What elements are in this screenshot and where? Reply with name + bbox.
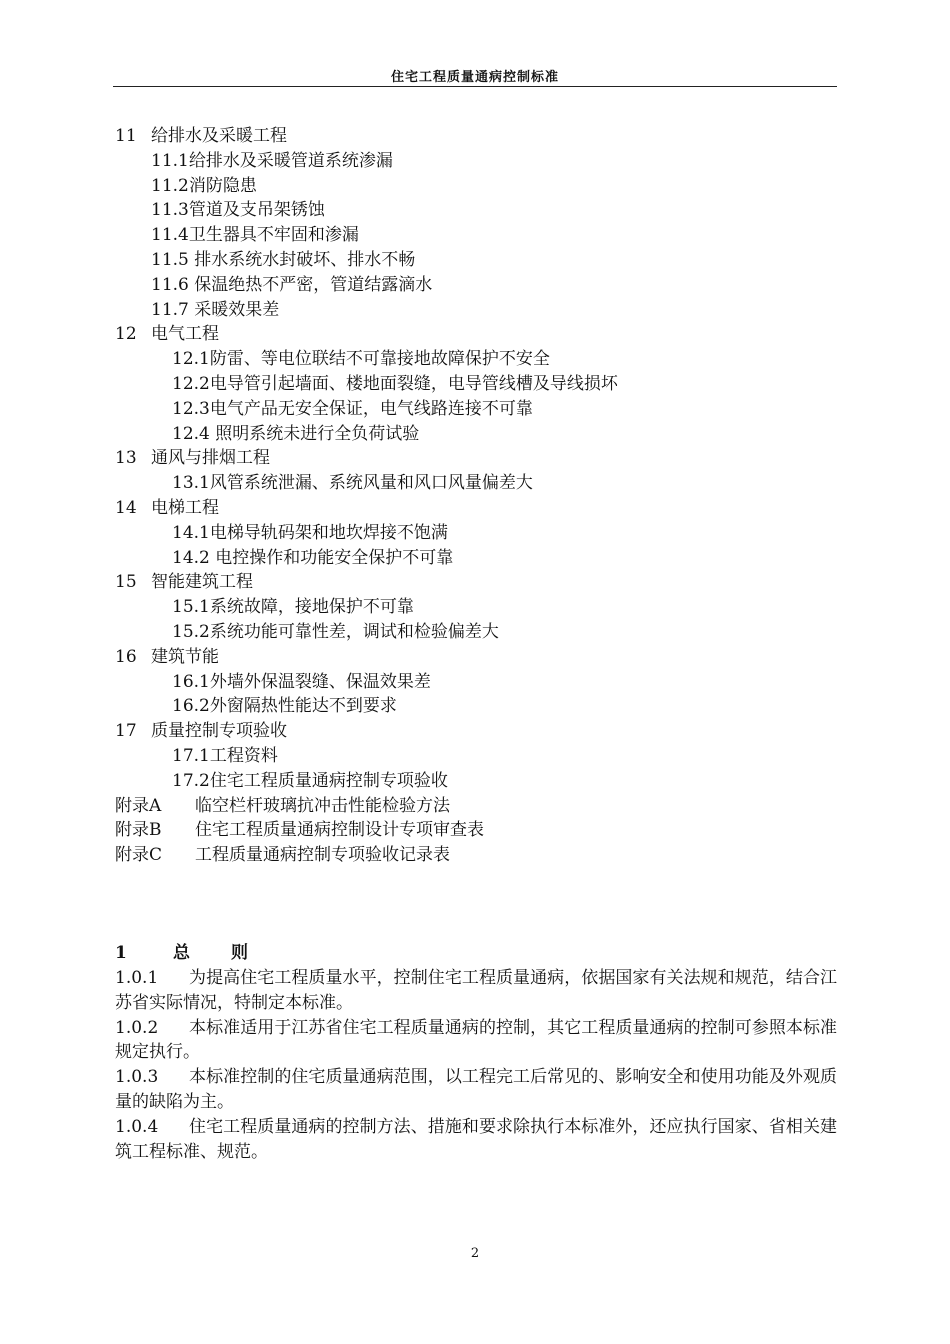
toc-item-text: 16.1外墙外保温裂缝、保温效果差 xyxy=(172,671,431,692)
toc-item xyxy=(115,422,835,447)
toc-item-text: 13.1风管系统泄漏、系统风量和风口风量偏差大 xyxy=(172,473,533,494)
toc-item-text: 17.2住宅工程质量通病控制专项验收 xyxy=(172,770,448,791)
toc-item xyxy=(115,843,835,868)
toc-item-number: 11 xyxy=(115,126,137,146)
toc-item-text: 通风与排烟工程 xyxy=(151,448,270,469)
toc-item xyxy=(115,446,835,471)
toc-item-number: 14 xyxy=(115,497,137,518)
toc-item-text: 11.1给排水及采暖管道系统渗漏 xyxy=(151,150,393,171)
section-body xyxy=(115,940,837,1164)
clause-paragraph xyxy=(115,1065,837,1115)
clause-number: 1.0.2 xyxy=(115,1017,159,1038)
clause-number: 1.0.4 xyxy=(115,1116,159,1137)
toc-item xyxy=(115,744,835,769)
toc-item-text: 15.2系统功能可靠性差，调试和检验偏差大 xyxy=(172,621,499,642)
toc-item-number: 17 xyxy=(115,721,137,742)
section-title-char-2: 则 xyxy=(231,943,248,963)
toc-item xyxy=(115,546,835,571)
toc-item xyxy=(115,198,835,223)
section-title-char-1: 总 xyxy=(173,943,190,963)
toc-item-text: 12.2电导管引起墙面、楼地面裂缝，电导管线槽及导线损坏 xyxy=(172,373,618,394)
toc-item-text: 建筑节能 xyxy=(151,646,219,667)
toc-item-text: 11.4卫生器具不牢固和渗漏 xyxy=(151,225,359,246)
toc-item xyxy=(115,496,835,521)
toc-item xyxy=(115,670,835,695)
page-header-title: 住宅工程质量通病控制标准 xyxy=(390,70,559,85)
toc-item-text: 17.1工程资料 xyxy=(172,745,278,766)
toc-item-text: 11.5 排水系统水封破坏、排水不畅 xyxy=(151,249,416,270)
clause-number: 1.0.3 xyxy=(115,1067,159,1088)
toc-item-number: 16 xyxy=(115,646,137,667)
toc-item-text: 11.2消防隐患 xyxy=(151,175,257,196)
toc-item-text: 临空栏杆玻璃抗冲击性能检验方法 xyxy=(195,795,450,816)
clause-text: 本标准控制的住宅质量通病范围，以工程完工后常见的、影响安全和使用功能及外观质量的缺陷为主。 xyxy=(115,1067,837,1112)
clause-text: 住宅工程质量通病的控制方法、措施和要求除执行本标准外，还应执行国家、省相关建筑工程标准、规范。 xyxy=(115,1116,837,1162)
toc-item xyxy=(115,322,835,347)
toc-item xyxy=(115,248,835,273)
clause-text: 为提高住宅工程质量水平，控制住宅工程质量通病，依据国家有关法规和规范，结合江苏省实际情况，特制定本标准。 xyxy=(115,968,837,1013)
toc-item-text: 电梯工程 xyxy=(151,497,219,518)
toc-item xyxy=(115,298,835,323)
toc-item-number: 附录B xyxy=(115,820,162,841)
toc-item xyxy=(115,769,835,794)
toc-item-number: 13 xyxy=(115,448,137,469)
toc-item xyxy=(115,174,835,199)
clause-paragraph xyxy=(115,966,837,1016)
header-rule xyxy=(113,86,837,87)
toc-item-text: 工程质量通病控制专项验收记录表 xyxy=(195,845,450,866)
toc-item xyxy=(115,273,835,298)
section-number: 1 xyxy=(115,943,127,963)
toc-item xyxy=(115,595,835,620)
toc-item xyxy=(115,570,835,595)
toc-item-text: 住宅工程质量通病控制设计专项审查表 xyxy=(195,820,484,841)
toc-item xyxy=(115,620,835,645)
clause-paragraph xyxy=(115,1115,837,1165)
toc-item xyxy=(115,719,835,744)
toc-item-text: 电气工程 xyxy=(151,324,219,345)
clause-number: 1.0.1 xyxy=(115,968,159,988)
section-title xyxy=(115,940,837,966)
page-number: 2 xyxy=(470,1246,480,1261)
toc-item xyxy=(115,521,835,546)
toc-item-text: 11.3管道及支吊架锈蚀 xyxy=(151,200,325,221)
toc-item xyxy=(115,124,835,149)
section-paragraphs xyxy=(115,966,837,1164)
toc-item-number: 12 xyxy=(115,324,137,345)
toc-item-number: 15 xyxy=(115,572,137,593)
toc-item xyxy=(115,397,835,422)
toc-item-text: 16.2外窗隔热性能达不到要求 xyxy=(172,696,397,717)
toc-item-text: 14.1电梯导轨码架和地坎焊接不饱满 xyxy=(172,522,448,543)
clause-text: 本标准适用于江苏省住宅工程质量通病的控制，其它工程质量通病的控制可参照本标准规定执行。 xyxy=(115,1017,837,1063)
toc-item-text: 11.7 采暖效果差 xyxy=(151,299,280,320)
toc-item-number: 附录C xyxy=(115,845,163,866)
toc-item xyxy=(115,471,835,496)
toc-item-number: 附录A xyxy=(115,795,162,816)
toc-item xyxy=(115,347,835,372)
clause-paragraph xyxy=(115,1016,837,1066)
toc-item xyxy=(115,372,835,397)
toc-item-text: 14.2 电控操作和功能安全保护不可靠 xyxy=(172,547,454,568)
toc-item-text: 智能建筑工程 xyxy=(151,572,253,593)
toc-item-text: 12.4 照明系统未进行全负荷试验 xyxy=(172,423,420,444)
toc-item-text: 11.6 保温绝热不严密，管道结露滴水 xyxy=(151,274,433,295)
toc-item-text: 质量控制专项验收 xyxy=(151,721,287,742)
toc-item xyxy=(115,149,835,174)
toc-item-text: 15.1系统故障，接地保护不可靠 xyxy=(172,597,414,618)
toc-item xyxy=(115,694,835,719)
table-of-contents xyxy=(115,124,835,868)
toc-item xyxy=(115,794,835,819)
toc-item xyxy=(115,645,835,670)
toc-item-text: 12.1防雷、等电位联结不可靠接地故障保护不安全 xyxy=(172,349,550,370)
toc-item-text: 12.3电气产品无安全保证，电气线路连接不可靠 xyxy=(172,398,533,419)
toc-item xyxy=(115,818,835,843)
toc-item-text: 给排水及采暖工程 xyxy=(151,126,287,146)
toc-item xyxy=(115,223,835,248)
